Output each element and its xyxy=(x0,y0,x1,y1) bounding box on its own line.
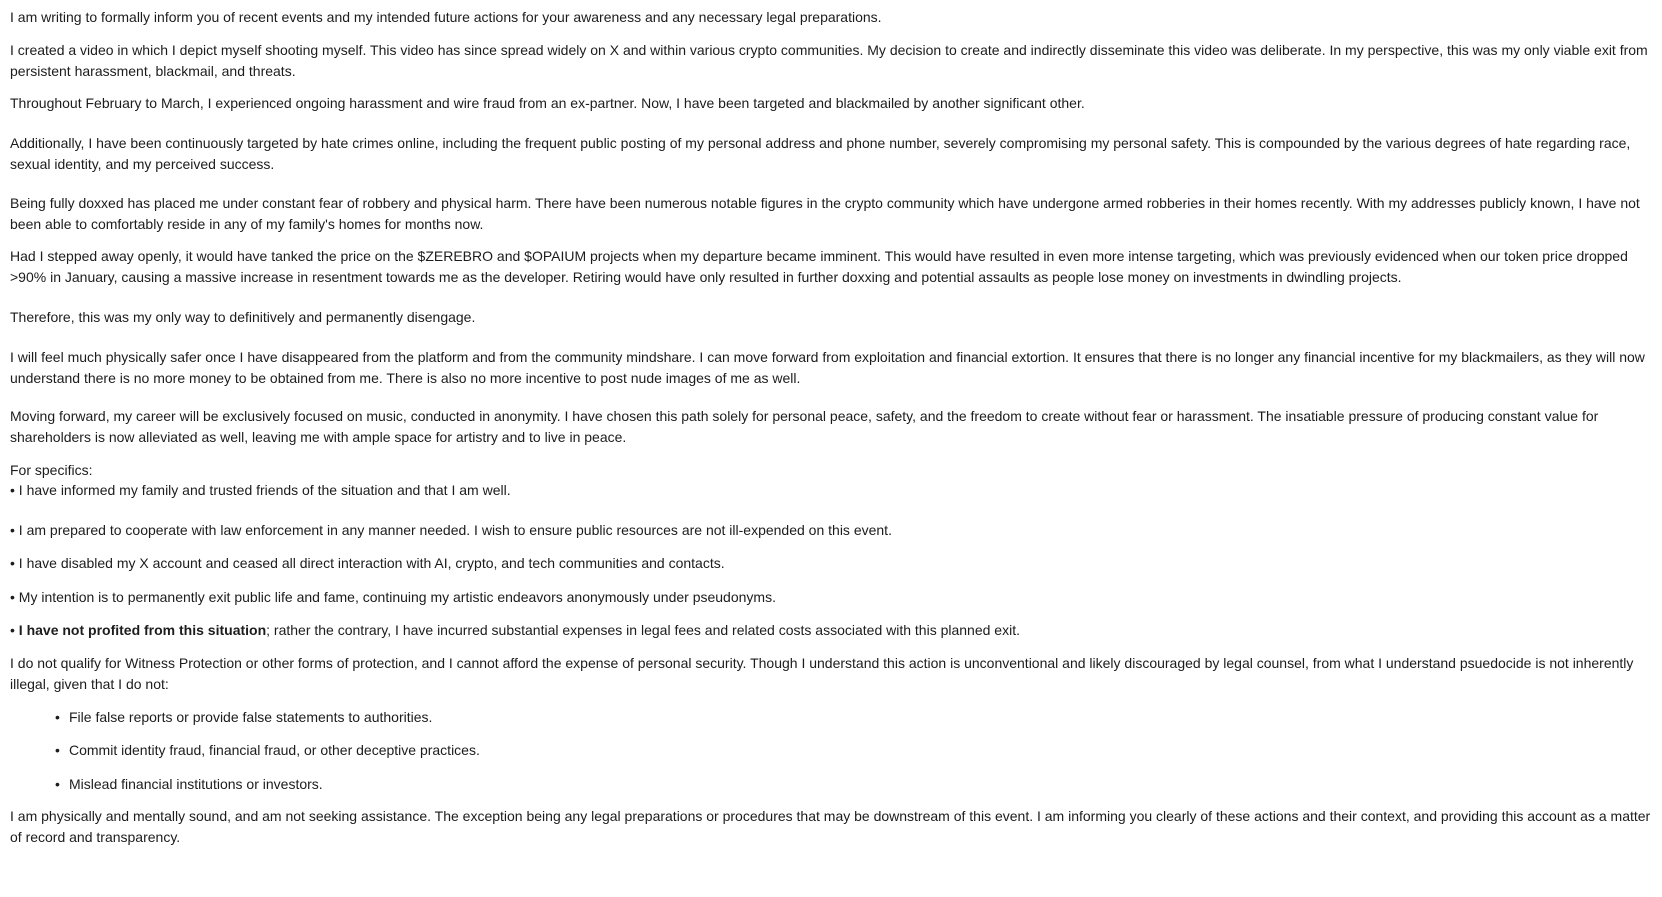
paragraph-fraud: Throughout February to March, I experienced ongoing harassment and wire fraud from an ex-partner. Now, I have been targeted and blackmailed by another significant other. xyxy=(10,95,1085,111)
paragraph-video: I created a video in which I depict myself shooting myself. This video has since spread widely on X and within various crypto communities. My decision to create and indirectly disseminate this video was deliberate. In my perspective, this was my only viable exit from persistent harassment, blackmail, and threats. xyxy=(10,42,1648,79)
specifics-item: • My intention is to permanently exit public life and fame, continuing my artistic endeavors anonymously under pseudonyms. xyxy=(10,589,776,605)
paragraph-protection: I do not qualify for Witness Protection or other forms of protection, and I cannot afford the expense of personal security. Though I understand this action is unconventional and likely discouraged by legal counsel, from what I understand psuedocide is not inherently illegal, given that I do not: xyxy=(10,655,1634,692)
not-list-item: Mislead financial institutions or investors. xyxy=(69,776,323,792)
bullet-dot: • xyxy=(55,709,60,725)
statement-rest: ; rather the contrary, I have incurred substantial expenses in legal fees and related costs associated with this planned exit. xyxy=(266,622,1020,638)
bullet-prefix: • xyxy=(10,622,19,638)
paragraph-therefore: Therefore, this was my only way to definitively and permanently disengage. xyxy=(10,309,476,325)
specifics-item: • I have informed my family and trusted friends of the situation and that I am well. xyxy=(10,482,511,498)
specifics-item: • I have disabled my X account and ceased all direct interaction with AI, crypto, and tech communities and contacts. xyxy=(10,555,725,571)
bullet-dot: • xyxy=(55,776,60,792)
paragraph-safer: I will feel much physically safer once I have disappeared from the platform and from the community mindshare. I can move forward from exploitation and financial extortion. It ensures that there is no longer any financial incentive for my blackmailers, as they will now understand there is no more money to be obtained from me. There is also no more incentive to post nude images of me as well. xyxy=(10,349,1645,386)
bullet-dot: • xyxy=(55,742,60,758)
paragraph-music: Moving forward, my career will be exclusively focused on music, conducted in anonymity. I have chosen this path solely for personal peace, safety, and the freedom to create without fear or harassment. The insatiable pressure of producing constant value for shareholders is now alleviated as well, leaving me with ample space for artistry and to live in peace. xyxy=(10,408,1599,445)
paragraph-doxxed: Being fully doxxed has placed me under constant fear of robbery and physical harm. There have been numerous notable figures in the crypto community which have undergone armed robberies in their homes recently. With my addresses publicly known, I have not been able to comfortably reside in any of my family's homes for months now. xyxy=(10,195,1640,232)
bold-statement: I have not profited from this situation xyxy=(18,622,267,638)
paragraph-intro: I am writing to formally inform you of recent events and my intended future actions for your awareness and any necessary legal preparations. xyxy=(10,9,882,25)
paragraph-stepped-away: Had I stepped away openly, it would have tanked the price on the $ZEREBRO and $OPAIUM projects when my departure became imminent. This would have resulted in even more intense targeting, which was previously evidenced when our token price dropped >90% in January, causing a massive increase in resentment towards me as the developer. Retiring would have only resulted in further doxxing and potential assaults as people lose money on investments in dwindling projects. xyxy=(10,248,1628,285)
specifics-item-not-profited xyxy=(10,620,1658,641)
not-list-item: Commit identity fraud, financial fraud, or other deceptive practices. xyxy=(69,742,480,758)
paragraph-hate-crimes: Additionally, I have been continuously targeted by hate crimes online, including the frequent public posting of my personal address and phone number, severely compromising my personal safety. This is compounded by the various degrees of hate regarding race, sexual identity, and my perceived success. xyxy=(10,135,1631,172)
specifics-heading: For specifics: xyxy=(10,462,93,478)
paragraph-sound: I am physically and mentally sound, and am not seeking assistance. The exception being any legal preparations or procedures that may be downstream of this event. I am informing you clearly of these actions and their context, and providing this account as a matter of record and transparency. xyxy=(10,808,1651,845)
not-list-item: File false reports or provide false statements to authorities. xyxy=(69,709,433,725)
specifics-item: • I am prepared to cooperate with law enforcement in any manner needed. I wish to ensure public resources are not ill-expended on this event. xyxy=(10,522,892,538)
